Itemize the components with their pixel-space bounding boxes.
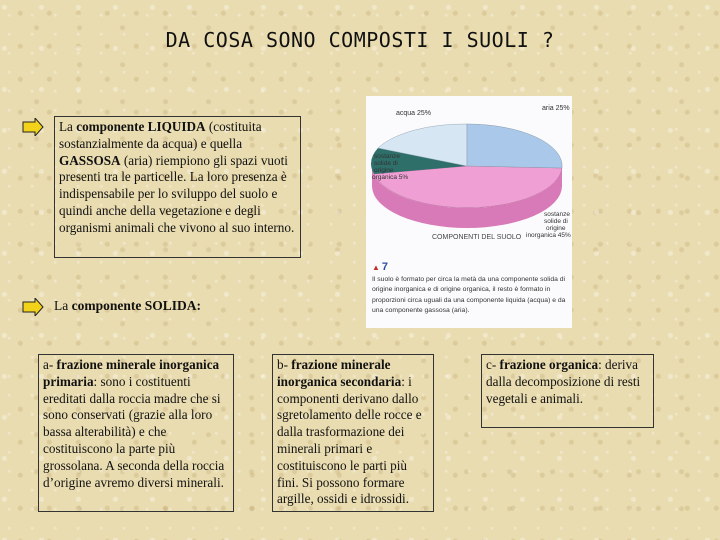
arrow-right-icon (22, 118, 44, 136)
label-organic-4: organica 5% (372, 174, 409, 181)
box-c-text: : deriva dalla decomposizione di resti vegetali e animali. (486, 357, 641, 406)
label-organic-3: origine (374, 167, 394, 174)
soil-pie-chart (366, 96, 572, 256)
box-organic (481, 354, 654, 428)
solid-text-1: La (54, 298, 72, 313)
liquid-text-2: (costituita sostanzialmente da acqua) e quella (59, 119, 262, 151)
label-water: acqua 25% (396, 110, 432, 117)
liquid-text-3: (aria) riempiono gli spazi vuoti presenti tra le particelle. La loro presenza è indispensabile per lo sviluppo del suolo e quindi anche della vegetazione e degli organismi animali che vivono al suo interno. (59, 152, 295, 235)
chart-title: COMPONENTI DEL SUOLO (432, 234, 522, 241)
box-primary-mineral (38, 354, 234, 512)
box-a-prefix: a- (43, 357, 57, 372)
gas-heading: GASSOSA (59, 152, 121, 168)
label-inorganic-4: inorganica 45% (526, 232, 571, 239)
box-c-heading: frazione organica (499, 357, 599, 372)
caption-text: Il suolo è formato per circa la metà da una componente solida di origine inorganica e di origine organica, il resto è formato in proporzioni circa uguali da una componente liquida (acqua) e da una componente gassosa (aria). (372, 275, 566, 314)
box-a-heading: frazione minerale inorganica primaria (43, 357, 220, 389)
pie-slice-air (467, 124, 562, 168)
box-c-prefix: c- (486, 357, 500, 372)
box-b-text: : i componenti derivano dallo sgretolamento delle rocce e dalla trasformazione dei minerali primari e costituiscono le parti più fini. Si possono formare argille, ossidi e idrossidi. (277, 373, 422, 507)
label-air: aria 25% (542, 105, 570, 112)
liquid-heading: componente LIQUIDA (76, 119, 206, 134)
liquid-text-1: La (59, 119, 77, 134)
arrow-right-icon (22, 298, 44, 316)
label-inorganic-3: origine (546, 225, 566, 232)
solid-label: componente SOLIDA: (71, 298, 202, 313)
figure-caption (372, 262, 568, 317)
box-b-prefix: b- (277, 357, 292, 372)
label-inorganic-2: solide di (544, 218, 568, 225)
box-a-text: : sono i costituenti ereditati dalla roccia madre che si sono conservati (grazie alla loro bassa alterabilità) e che costituiscono la parte più grossolana. A seconda della roccia d’origine avremo diversi minerali. (43, 373, 225, 490)
box-secondary-mineral (272, 354, 434, 512)
box-b-heading: frazione minerale inorganica secondaria (277, 357, 402, 389)
solid-component-heading (54, 298, 201, 314)
liquid-gas-component-box (54, 116, 301, 258)
label-organic-1: sostanze (374, 153, 401, 160)
label-organic-2: solide di (374, 160, 398, 167)
triangle-icon: ▲ (372, 263, 380, 272)
page-title: DA COSA SONO COMPOSTI I SUOLI ? (165, 28, 555, 52)
soil-composition-figure (366, 96, 572, 328)
figure-number: 7 (381, 261, 388, 273)
label-inorganic-1: sostanze (544, 211, 571, 218)
